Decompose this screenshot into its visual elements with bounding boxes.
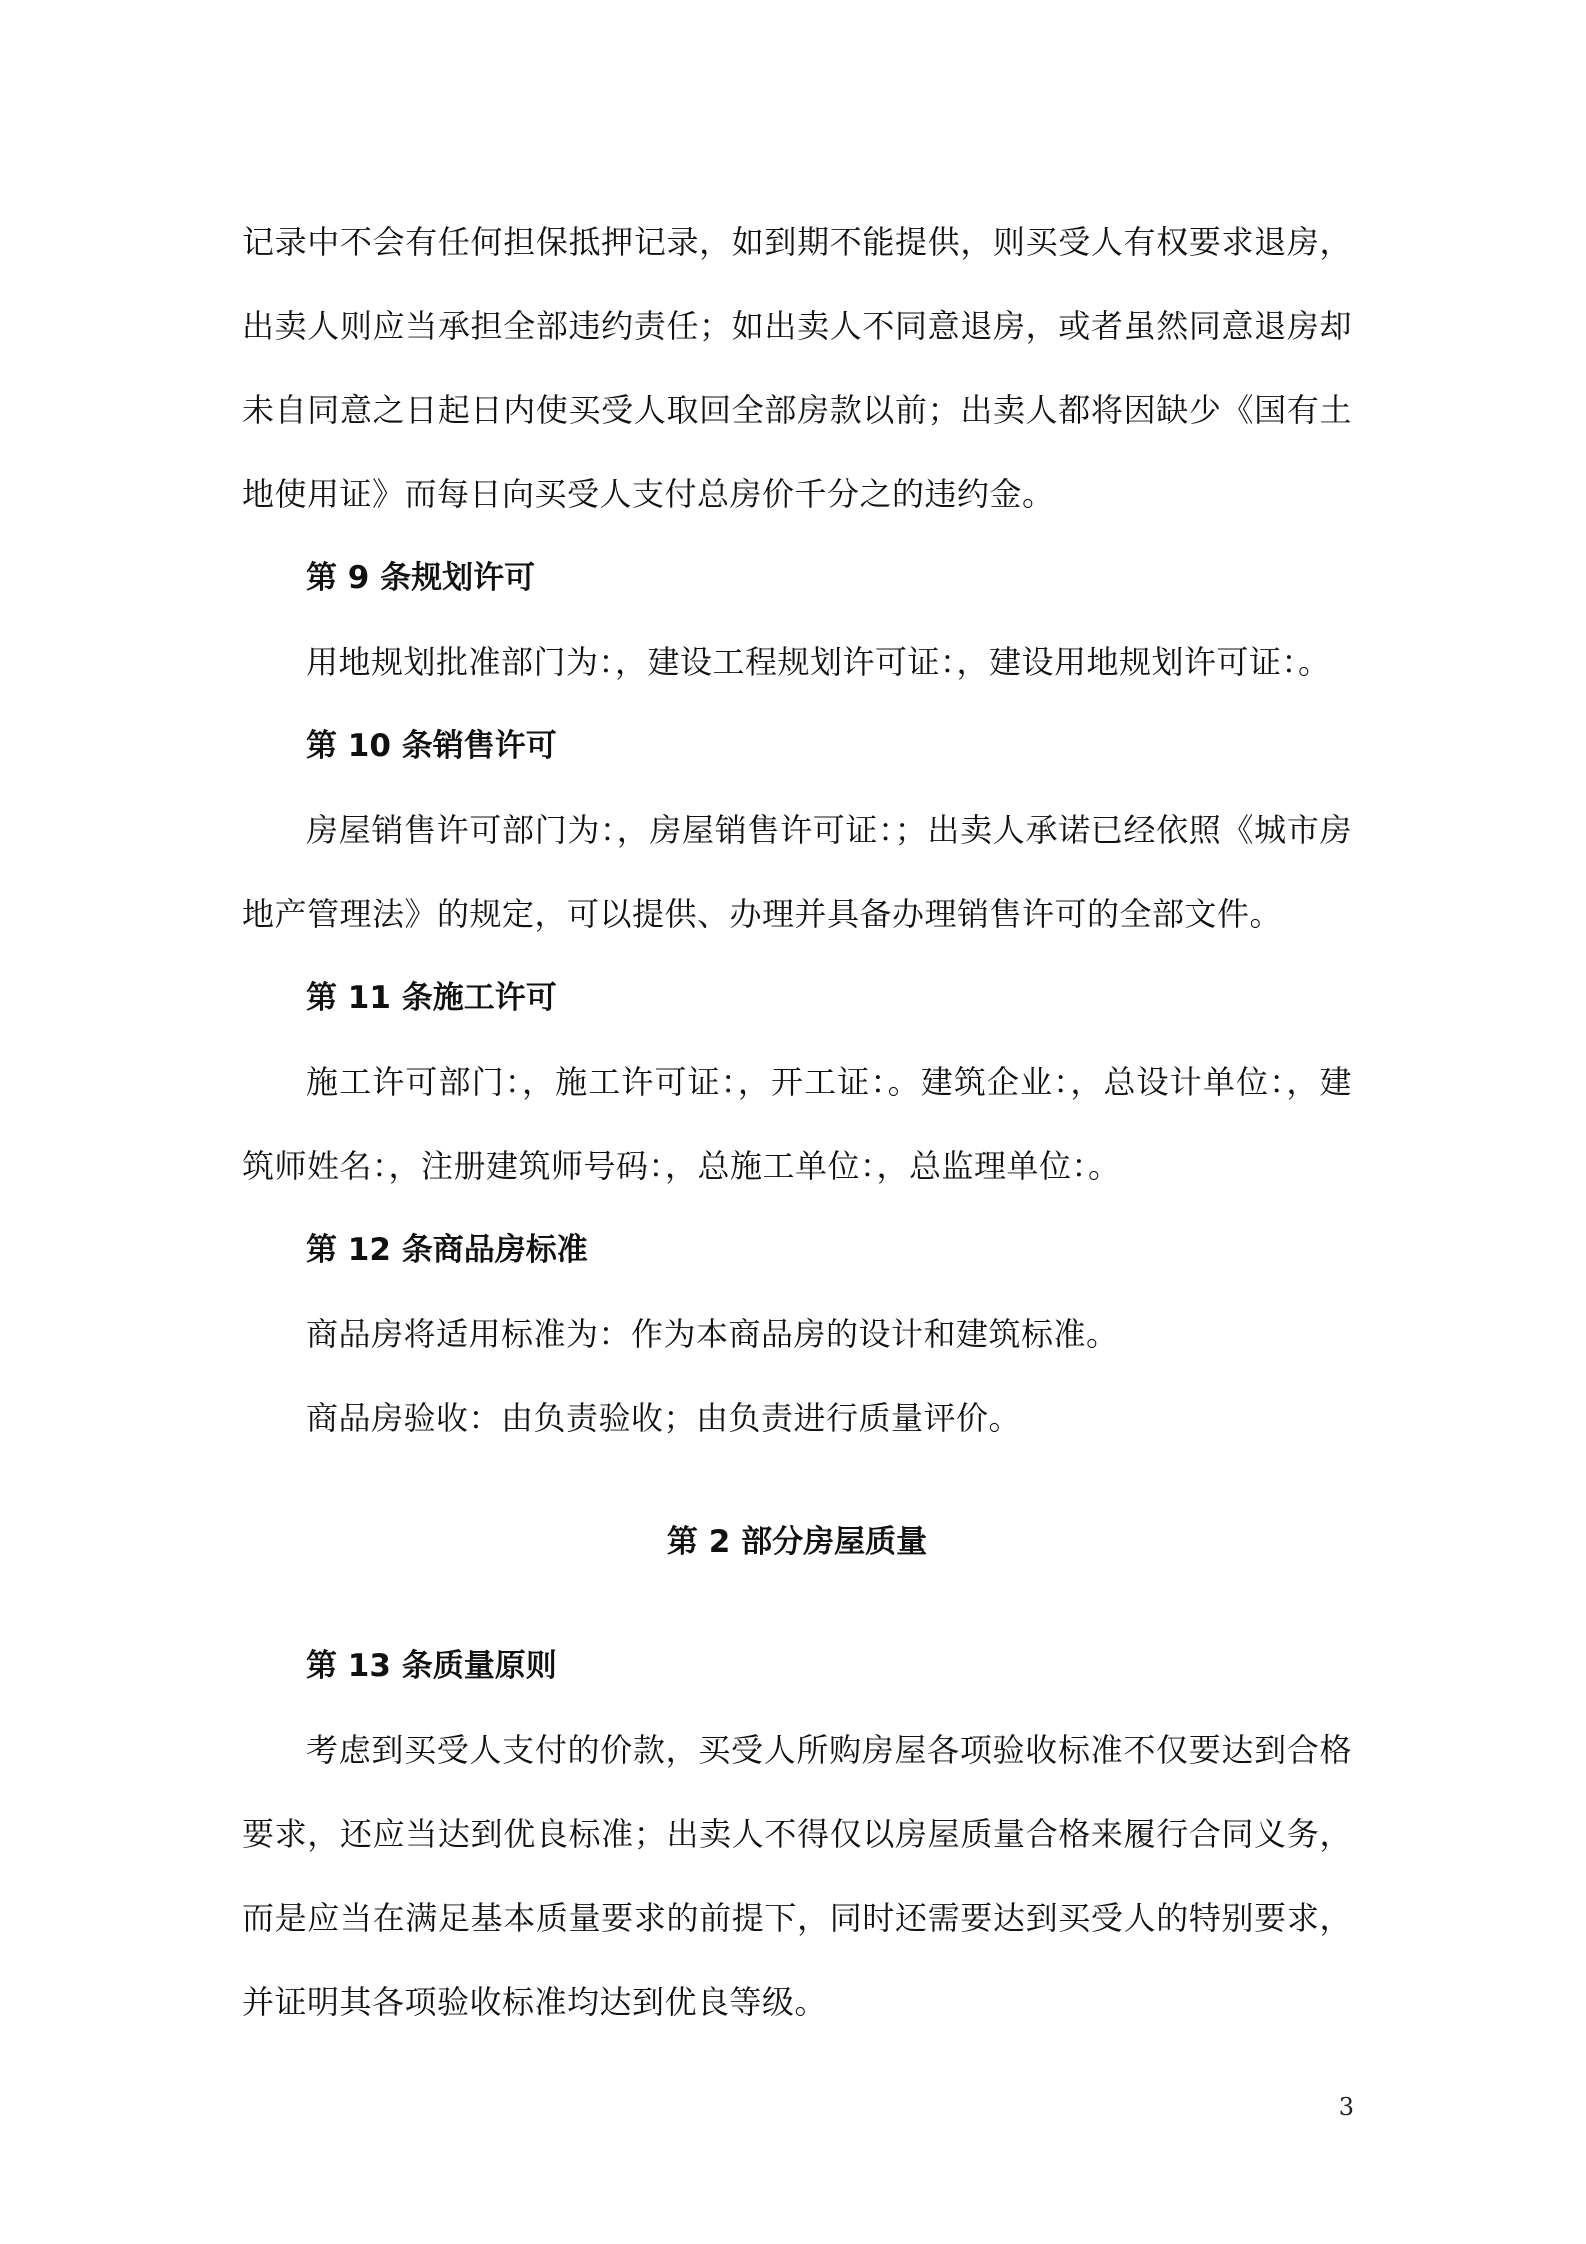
paragraph-article-9: 用地规划批准部门为：，建设工程规划许可证：，建设用地规划许可证：。 [306,643,1331,681]
heading-article-13: 第 13 条质量原则 [306,1648,557,1684]
paragraph-article-13: 考虑到买受人支付的价款，买受人所购房屋各项验收标准不仅要达到合格要求，还应当达到优良标准；出卖人不得仅以房屋质量合格来履行合同义务，而是应当在满足基本质量要求的前提下，同时还需要达到买受人的特别要求，并证明其各项验收标准均达到优良等级。 [242,1731,1352,2021]
document-body [242,200,1352,2044]
page-number: 3 [1338,2093,1354,2121]
part-heading-2: 第 2 部分房屋质量 [666,1524,928,1560]
paragraph-article-12-standard: 商品房将适用标准为：作为本商品房的设计和建筑标准。 [306,1315,1119,1353]
paragraph-continued: 记录中不会有任何担保抵押记录，如到期不能提供，则买受人有权要求退房，出卖人则应当承担全部违约责任；如出卖人不同意退房，或者虽然同意退房却未自同意之日起日内使买受人取回全部房款以前；出卖人都将因缺少《国有土地使用证》而每日向买受人支付总房价千分之的违约金。 [242,223,1352,513]
paragraph-article-12-acceptance: 商品房验收：由负责验收；由负责进行质量评价。 [306,1399,1022,1437]
paragraph-article-10: 房屋销售许可部门为：，房屋销售许可证：；出卖人承诺已经依照《城市房地产管理法》的规定，可以提供、办理并具备办理销售许可的全部文件。 [242,811,1352,933]
heading-article-12: 第 12 条商品房标准 [306,1232,588,1268]
heading-article-9: 第 9 条规划许可 [306,560,536,596]
paragraph-article-11: 施工许可部门：，施工许可证：，开工证：。建筑企业：，总设计单位：，建筑师姓名：，注册建筑师号码：，总施工单位：，总监理单位：。 [242,1063,1352,1185]
heading-article-10: 第 10 条销售许可 [306,728,557,764]
heading-article-11: 第 11 条施工许可 [306,980,557,1016]
